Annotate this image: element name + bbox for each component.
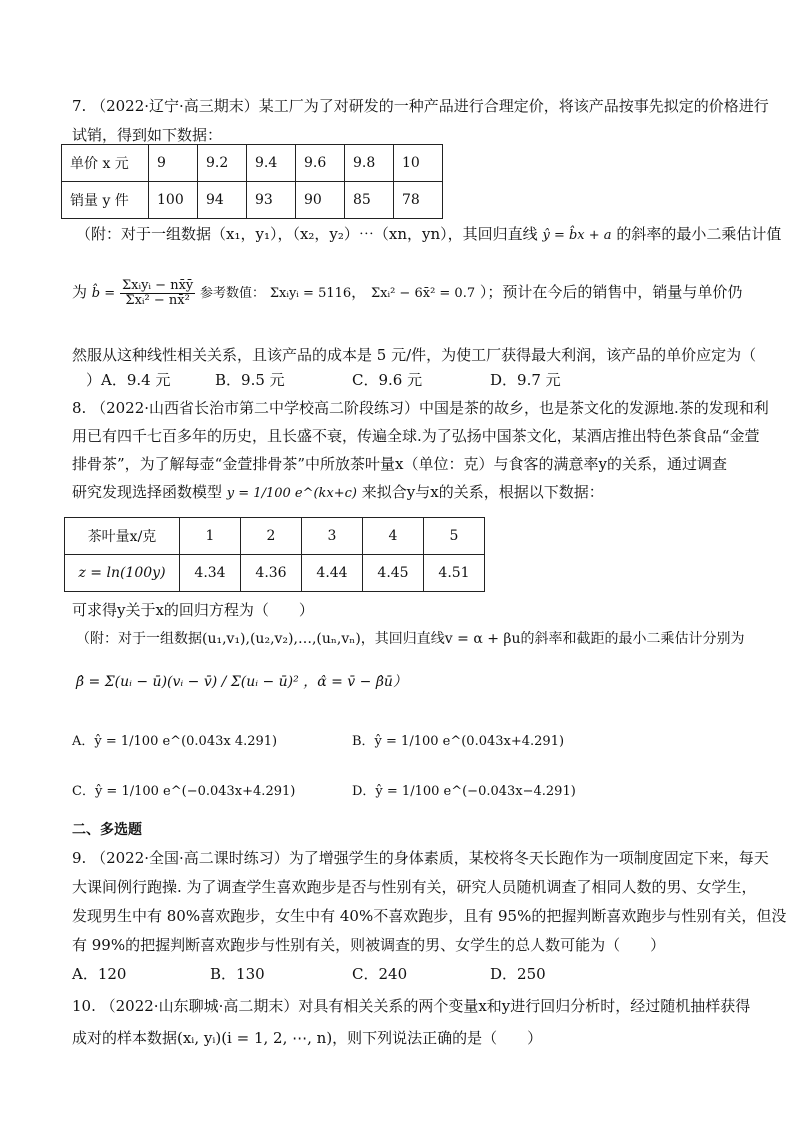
q8-line-4	[72, 482, 604, 504]
q8-line-4-intro: 研究发现选择函数模型	[72, 483, 223, 501]
q9-line-3: 发现男生中有 80%喜欢跑步，女生中有 40%不喜欢跑步，且有 95%的把握判断喜欢跑步与性别有关，但没	[72, 907, 787, 925]
q8-beta: β̂ = Σ(uᵢ − ū)(vᵢ − v̄) / Σ(uᵢ − ū)²	[76, 674, 299, 690]
table-cell: 4.45	[363, 555, 424, 592]
q8-option-d: D．ŷ = 1/100 e^(−0.043x−4.291)	[352, 784, 576, 799]
q7-price-sales-table	[61, 144, 443, 219]
table-cell: 销量 y 件	[62, 182, 149, 219]
q8-option-c: C．ŷ = 1/100 e^(−0.043x+4.291)	[72, 784, 296, 799]
table-cell: 9.6	[296, 145, 345, 182]
q7-line-2: 试销，得到如下数据：	[72, 126, 223, 144]
q7-option-b: B．9.5 元	[215, 371, 285, 389]
q7-ref-label: 参考数值：	[200, 286, 266, 301]
q7-option-d: D．9.7 元	[490, 371, 561, 389]
q8-line-1: 8. （2022·山西省长治市第二中学校高二阶段练习）中国是茶的故乡，也是茶文化的发源地.茶的发现和利	[72, 399, 769, 417]
table-cell: 1	[180, 518, 241, 555]
q10-line-2: 成对的样本数据(xᵢ, yᵢ)(i = 1, 2, ⋯, n)，则下列说法正确的是（ ）	[72, 1029, 543, 1047]
table-cell: 9.8	[345, 145, 394, 182]
table-cell: 4.51	[424, 555, 485, 592]
q7-note-line-2: 为 b̂ = $\frac{\text{Σxᵢyᵢ − nx̄ȳ}}{\text{Σxᵢ² − nx̄²}}$ 参考数值： Σxᵢyᵢ = 5116， Σxᵢ² − 6x̄² = 0.7 ）；预计在今后的销售中，销量与单价仍	[72, 277, 743, 308]
q9-line-2: 大课间例行跑操. 为了调查学生喜欢跑步是否与性别有关，研究人员随机调查了相同人数的男、女学生，	[72, 878, 757, 896]
table-cell: 4.34	[180, 555, 241, 592]
table-row	[62, 145, 443, 182]
table-cell: 4	[363, 518, 424, 555]
q9-option-c: C．240	[352, 965, 408, 983]
table-cell: 9	[149, 145, 198, 182]
q7-note-continue: ）；预计在今后的销售中，销量与单价仍	[479, 283, 743, 301]
table-cell: 93	[247, 182, 296, 219]
q8-beta-formula	[76, 672, 407, 692]
fraction-numerator: Σxᵢyᵢ − nx̄ȳ	[121, 277, 194, 293]
table-cell: 100	[149, 182, 198, 219]
table-cell: 85	[345, 182, 394, 219]
table-cell: 9.4	[247, 145, 296, 182]
section-heading: 二、多选题	[72, 822, 142, 838]
table-cell: z = ln(100y)	[65, 555, 180, 592]
q7-note-tail: 的斜率的最小二乘估计值	[616, 225, 782, 243]
table-cell: 3	[302, 518, 363, 555]
q7-ref-value-1: Σxᵢyᵢ = 5116	[269, 286, 352, 301]
q9-option-d: D．250	[490, 965, 546, 983]
table-cell: 94	[198, 182, 247, 219]
q7-note-intro: （附：对于一组数据（x₁，y₁），（x₂，y₂）⋯（xn，yn），其回归直线	[76, 225, 538, 243]
q7-line-5: 然服从这种线性相关关系，且该产品的成本是 5 元/件，为使工厂获得最大利润，该产品的单价应定为（	[72, 346, 757, 364]
q7-option-c: C．9.6 元	[352, 371, 423, 389]
table-row	[65, 555, 485, 592]
q7-line-1: 7. （2022·辽宁·高三期末）某工厂为了对研发的一种产品进行合理定价，将该产品按事先拟定的价格进行	[72, 97, 769, 115]
table-cell: 10	[394, 145, 443, 182]
q8-option-a: A．ŷ = 1/100 e^(0.043x 4.291)	[72, 734, 278, 749]
table-cell: 单价 x 元	[62, 145, 149, 182]
q7-note-line-1	[76, 224, 781, 246]
q7-note-wei: 为	[72, 283, 88, 301]
q8-line-2: 用已有四千七百多年的历史，且长盛不衰，传遍全球.为了弘扬中国茶文化，某酒店推出特色茶食品“金萱	[72, 427, 760, 445]
q9-line-1: 9. （2022·全国·高二课时练习）为了增强学生的身体素质，某校将冬天长跑作为一项制度固定下来，每天	[72, 849, 769, 867]
table-cell: 5	[424, 518, 485, 555]
table-cell: 2	[241, 518, 302, 555]
table-cell: 78	[394, 182, 443, 219]
q8-note: （附：对于一组数据(u₁,v₁),(u₂,v₂),…,(uₙ,vₙ)，其回归直线v = α + βu的斜率和截距的最小二乘估计分别为	[76, 631, 745, 647]
table-row	[65, 518, 485, 555]
table-cell: 9.2	[198, 145, 247, 182]
q7-regression-formula: ŷ = b̂x + a	[542, 228, 612, 243]
q8-line-4-tail: 来拟合y与x的关系，根据以下数据：	[361, 483, 604, 501]
q10-line-1: 10. （2022·山东聊城·高二期末）对具有相关关系的两个变量x和y进行回归分析时，经过随机抽样获得	[72, 997, 751, 1015]
q7-ref-value-2: Σxᵢ² − 6x̄² = 0.7	[370, 286, 476, 301]
fraction-denominator: Σxᵢ² − nx̄²	[125, 292, 190, 308]
table-cell: 4.36	[241, 555, 302, 592]
table-cell: 茶叶量x/克	[65, 518, 180, 555]
q8-tea-table	[64, 517, 485, 592]
q7-bhat-fraction	[120, 279, 195, 308]
table-cell: 4.44	[302, 555, 363, 592]
q9-option-b: B．130	[210, 965, 265, 983]
q8-line-3: 排骨茶”，为了解每壶“金萱排骨茶”中所放茶叶量x（单位：克）与食客的满意率y的关系，通过调查	[72, 455, 727, 473]
q9-line-4: 有 99%的把握判断喜欢跑步与性别有关，则被调查的男、女学生的总人数可能为（ ）	[72, 936, 666, 954]
q7-option-a: ）A．9.4 元	[86, 371, 171, 389]
q9-option-a: A．120	[72, 965, 127, 983]
q7-bhat-label: b̂ =	[91, 286, 116, 301]
q8-alpha: ，α̂ = v̄ − β̂ū）	[303, 674, 407, 690]
q8-line-5: 可求得y关于x的回归方程为（ ）	[72, 601, 314, 619]
q8-option-b: B．ŷ = 1/100 e^(0.043x+4.291)	[352, 734, 565, 749]
q8-model-formula: y = 1/100 e^(kx+c)	[226, 486, 358, 501]
table-cell: 90	[296, 182, 345, 219]
table-row	[62, 182, 443, 219]
